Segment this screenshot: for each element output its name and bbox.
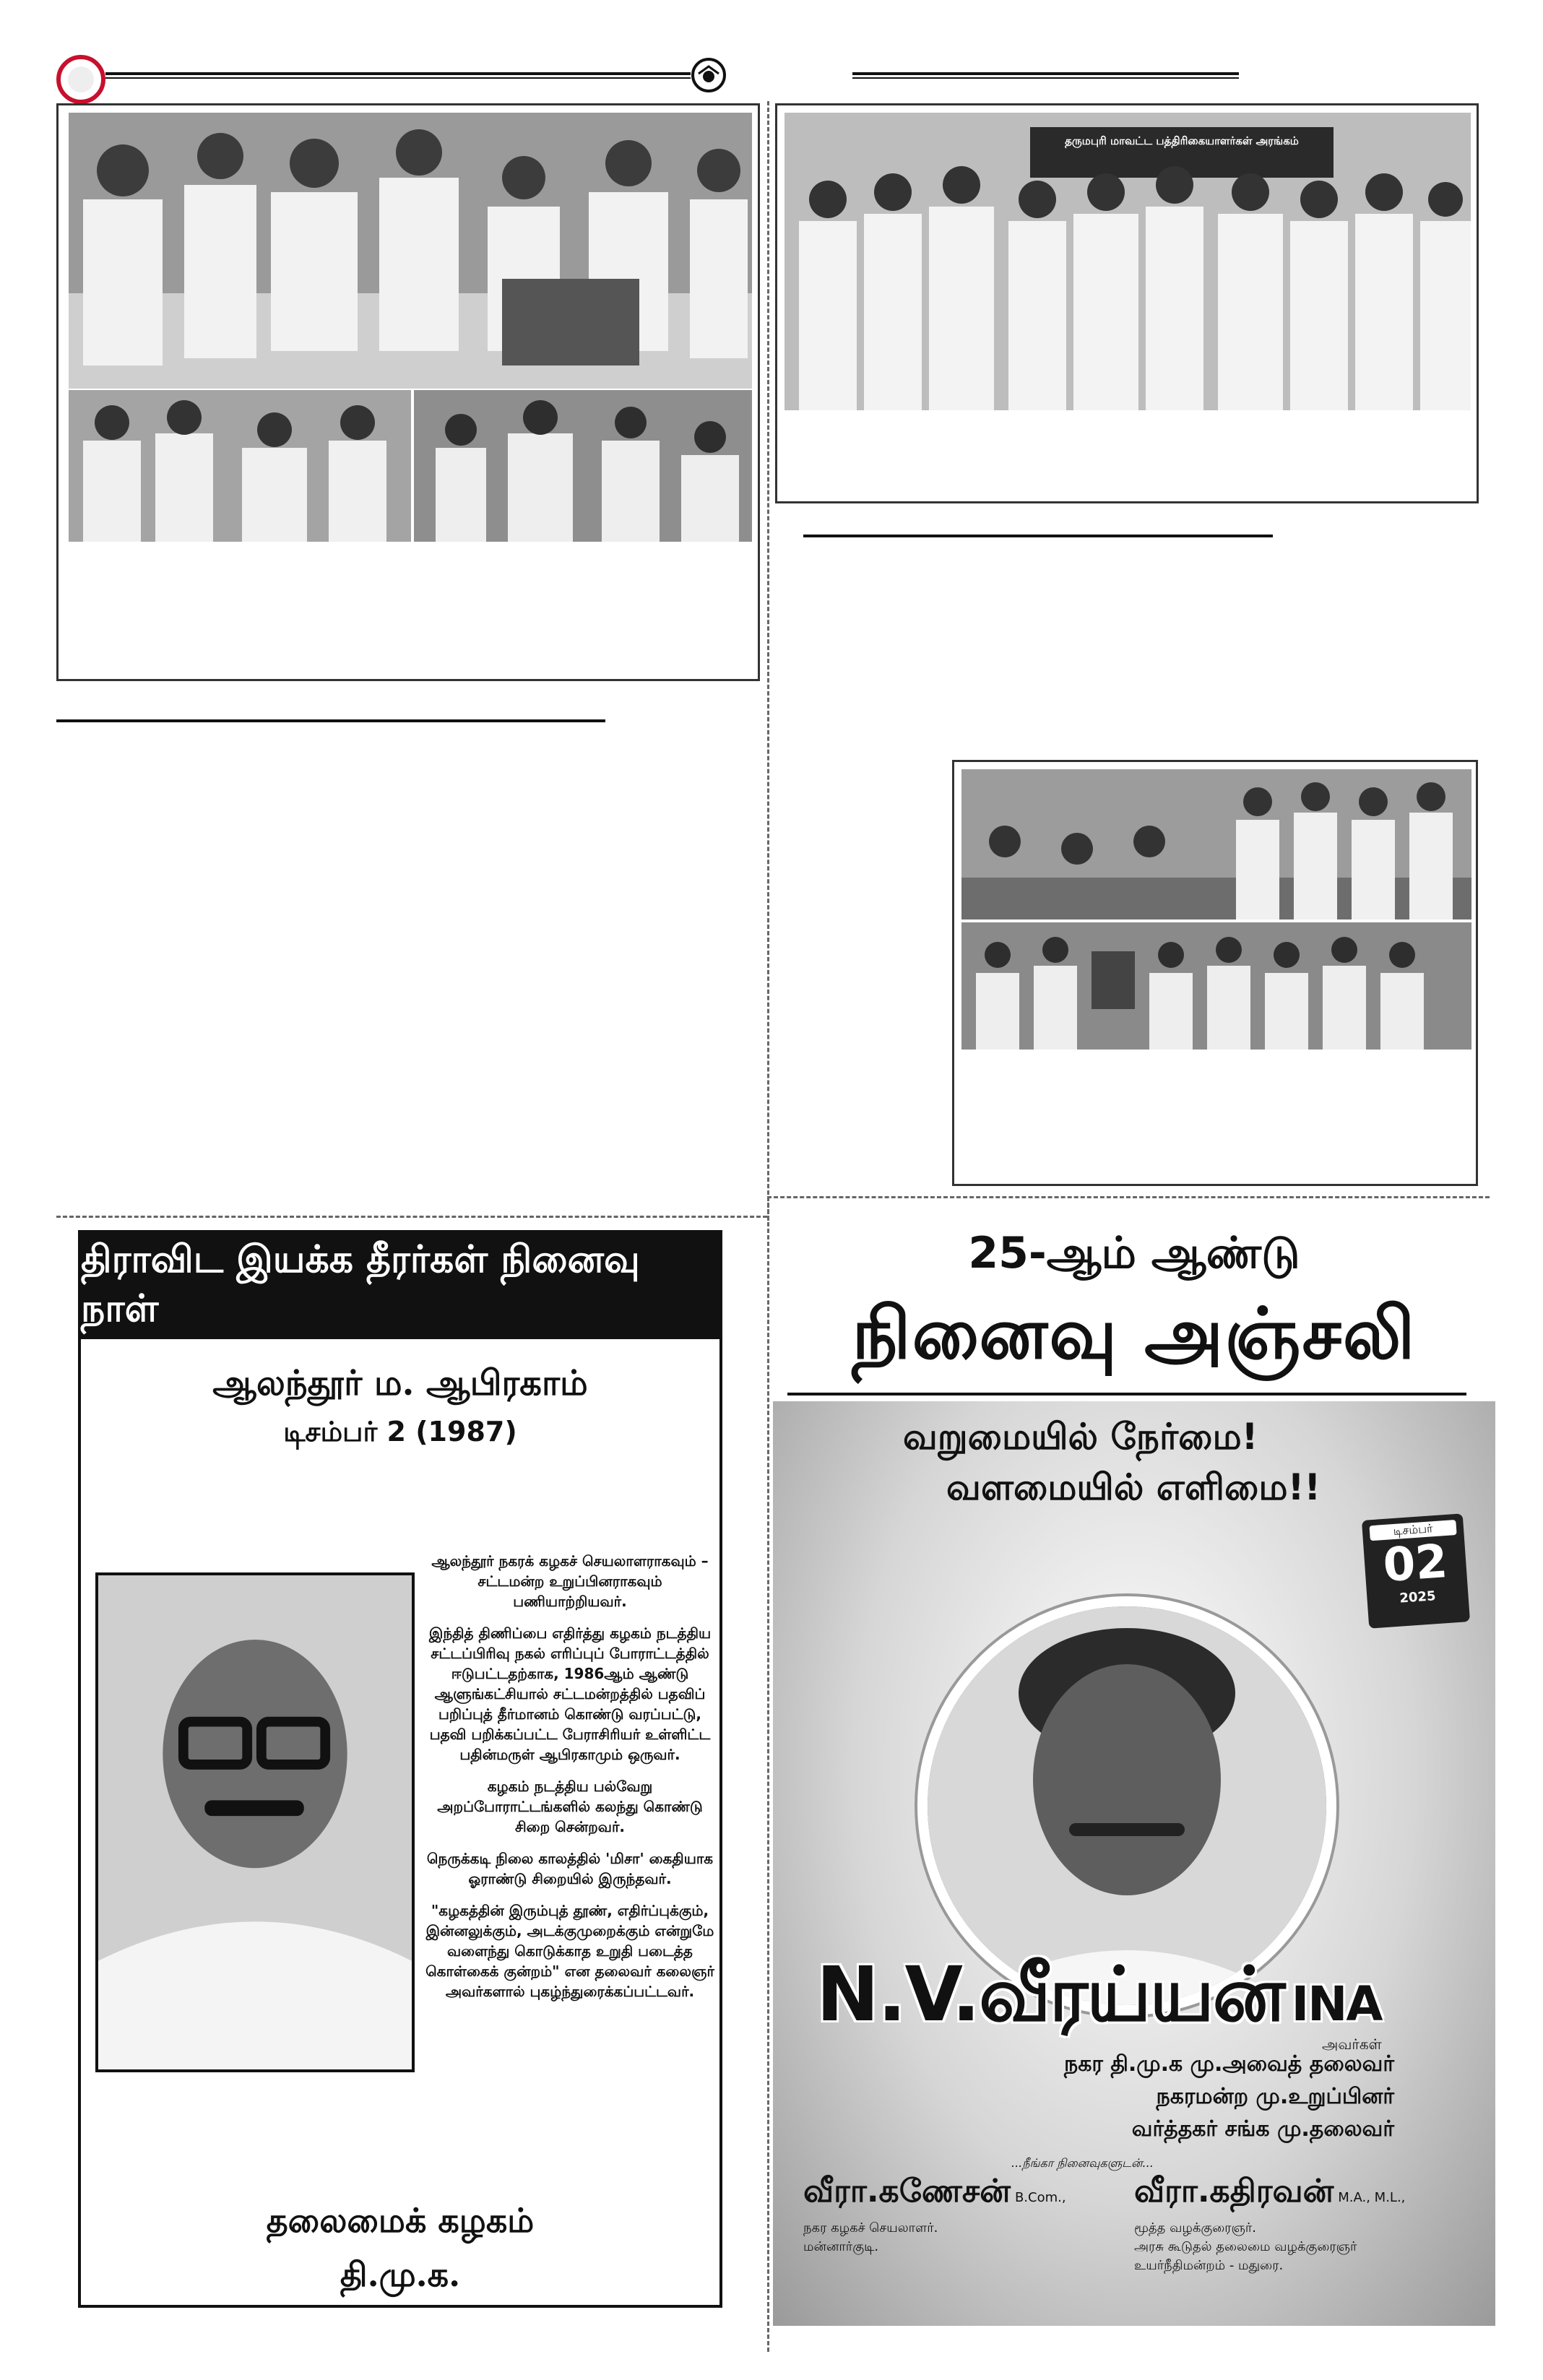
- memorial-bio-paragraph: "கழகத்தின் இரும்புத் தூண், எதிர்ப்புக்கும், இன்னலுக்கும், அடக்குமுறைக்கும் என்றுமே வளைந்து கொடுக்காத உறுதி படைத்த கொள்கைக் குன்றம்" என தலைவர் கலைஞர் அவர்களால் புகழ்ந்துரைக்கப்பட்டவர்.: [425, 1902, 714, 2000]
- memorial-biography: [422, 1551, 718, 2013]
- calendar-day: 02: [1381, 1535, 1450, 1593]
- memorial-portrait: [95, 1572, 415, 2072]
- tribute-role: நகர தி.மு.க மு.அவைத் தலைவர்: [1063, 2051, 1394, 2077]
- memorial-footer-party: தி.மு.க.: [340, 2255, 461, 2294]
- article-rule-left: [56, 719, 605, 722]
- photo-press-meet: [785, 113, 1471, 410]
- signer-2-line: அரசு கூடுதல் தலைமை வழக்குரைஞர்: [1134, 2239, 1357, 2254]
- tribute-name-suffix: INA: [1291, 1976, 1382, 2032]
- memorial-bio-paragraph: இந்தித் திணிப்பை எதிர்த்து கழகம் நடத்திய சட்டப்பிரிவு நகல் எரிப்புப் போராட்டத்தில் ஈடுபட்டதற்காக, 1986ஆம் ஆண்டு ஆளுங்கட்சியால் சட்டமன்றத்தில் பதவிப் பறிப்புத் தீர்மானம் கொண்டு வரப்பட்டு, பதவி பறிக்கப்பட்ட பேராசிரியர் உள்ளிட்ட பதின்மருள் ஆபிரகாமும் ஒருவர்.: [428, 1624, 712, 1763]
- signer-2-name: [1134, 2173, 1405, 2214]
- calendar-month: டிசம்பர்: [1369, 1520, 1456, 1541]
- tribute-tagline: ...நீங்கா நினைவுகளுடன்...: [1011, 2156, 1154, 2170]
- memorial-person-name: ஆலந்தூர் ம. ஆபிரகாம்: [212, 1363, 588, 1403]
- memorial-header: திராவிட இயக்க தீரர்கள் நினைவு நாள்: [81, 1233, 719, 1339]
- photo-frame-celebration: [952, 760, 1478, 1186]
- tribute-anniversary-title: 25-ஆம் ஆண்டு: [968, 1228, 1300, 1278]
- signer-1-line: நகர கழகச் செயலாளர்.: [803, 2220, 938, 2236]
- signer-1-degree: B.Com.,: [1014, 2190, 1066, 2205]
- calendar-badge: [1362, 1513, 1470, 1628]
- photo-frame-press-meet: [775, 103, 1479, 503]
- tribute-slogan-line2: வளமையில் எளிமை!!: [946, 1466, 1321, 1508]
- party-emblem-icon: [691, 58, 726, 92]
- header-rule-left: [105, 72, 691, 79]
- signer-1-name-text: வீரா.கணேசன்: [803, 2173, 1011, 2210]
- signer-1-name: [803, 2173, 1066, 2214]
- memorial-date: டிசம்பர் 2 (1987): [283, 1416, 517, 1448]
- memorial-bio-paragraph: கழகம் நடத்திய பல்வேறு அறப்போராட்டங்களில் கலந்து கொண்டு சிறை சென்றவர்.: [437, 1778, 703, 1835]
- signer-2-degree: M.A., M.L.,: [1338, 2190, 1406, 2205]
- photo-celebration-top: [961, 769, 1471, 919]
- tribute-role: நகரமன்ற மு.உறுப்பினர்: [1156, 2084, 1394, 2109]
- photo-celebration-bottom: [961, 922, 1471, 1050]
- section-divider-left: [56, 1216, 767, 1218]
- newspaper-logo: [56, 55, 105, 104]
- signer-1-line: மன்னார்குடி.: [803, 2239, 879, 2254]
- header-rule-right: [852, 72, 1239, 79]
- tribute-person-name-text: N.V.வீரய்யன்: [816, 1950, 1284, 2038]
- calendar-year: 2025: [1399, 1588, 1437, 1606]
- section-divider-right: [767, 1196, 1490, 1198]
- photo-hospital-visit-right: [414, 390, 752, 542]
- photo-banner-text: தருமபுரி மாவட்ட பத்திரிகையாளர்கள் அரங்கம்: [1065, 134, 1299, 147]
- photo-hospital-visit-left: [69, 390, 411, 542]
- tribute-main-title: நினைவு அஞ்சலி: [852, 1293, 1417, 1375]
- signer-2-name-text: வீரா.கதிரவன்: [1134, 2173, 1334, 2210]
- memorial-footer-org: தலைமைக் கழகம்: [266, 2201, 535, 2240]
- tribute-title-rule: [787, 1393, 1466, 1395]
- signer-2-line: மூத்த வழக்குரைஞர்.: [1134, 2220, 1257, 2236]
- memorial-bio-paragraph: ஆலந்தூர் நகரக் கழகச் செயலாளராகவும் – சட்டமன்ற உறுப்பினராகவும் பணியாற்றியவர்.: [431, 1552, 709, 1610]
- tribute-role: வர்த்தகர் சங்க மு.தலைவர்: [1131, 2116, 1394, 2142]
- tribute-person-name: [816, 1950, 1381, 2048]
- column-divider-top: [767, 101, 769, 1221]
- photo-frame-hospital-visit: [56, 103, 760, 681]
- column-divider-bottom: [767, 1196, 769, 2352]
- photo-hospital-visit-main: [69, 113, 752, 389]
- tribute-honorific: அவர்கள்: [1322, 2035, 1382, 2053]
- memorial-notice: [78, 1230, 722, 2308]
- article-rule-right: [803, 535, 1273, 537]
- signer-2-line: உயர்நீதிமன்றம் - மதுரை.: [1134, 2258, 1284, 2273]
- memorial-bio-paragraph: நெருக்கடி நிலை காலத்தில் 'மிசா' கைதியாக ஓராண்டு சிறையில் இருந்தவர்.: [426, 1850, 714, 1887]
- tribute-slogan-line1: வறுமையில் நேர்மை!: [903, 1416, 1258, 1458]
- anniversary-tribute: [773, 1213, 1495, 2326]
